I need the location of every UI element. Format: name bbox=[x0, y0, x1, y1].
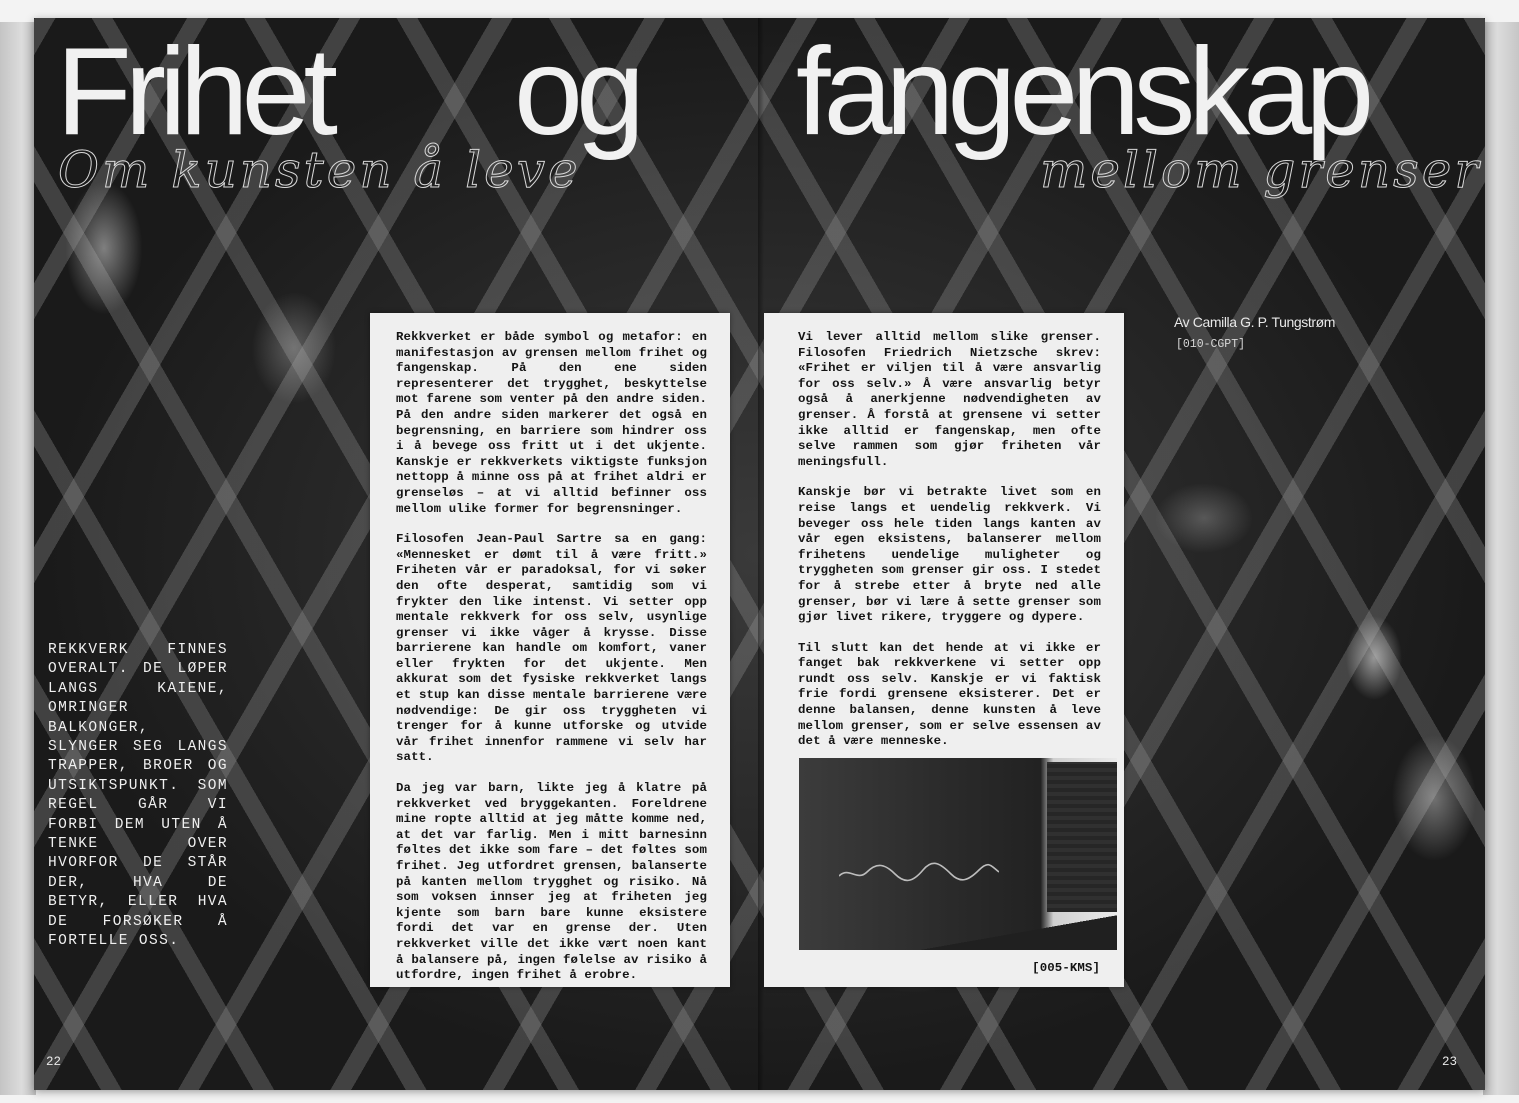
subtitle-part-2: mellom grenser bbox=[1040, 141, 1482, 199]
left-text-panel bbox=[370, 313, 730, 987]
graffiti-scribble bbox=[839, 858, 999, 884]
intro-sidebar-text: REKKVERK FINNES OVERALT. DE LØPER LANGS KAIENE, OMRINGER BALKONGER, SLYNGER SEG LANGS TRAPPER, BROER OG UTSIKTSPUNKT. SOM REGEL GÅR VI FORBI DEM UTEN Å TENKE OVER HVORFOR DE STÅR DER, HVA DE BETYR, ELLER HVA DE FORSØKER Å FORTELLE OSS. bbox=[48, 642, 228, 950]
body-paragraph: Kanskje bør vi betrakte livet som en reise langs et uendelig rekkverk. Vi beveger oss hele tiden langs kanten av vår egen eksistens, balanserer mellom frihetens uendelige muligheter og tryggheten som grenser gir oss. I stedet for å strebe etter å bryte ned alle grenser, bør vi lære å sette grenser som gjør livet rikere, tryggere og dypere. bbox=[798, 485, 1101, 625]
photo-caption: [005-KMS] bbox=[1032, 961, 1100, 975]
body-paragraph: Da jeg var barn, likte jeg å klatre på rekkverket ved bryggekanten. Foreldrene mine ropte alltid at jeg måtte komme ned, at det var farlig. Men i mitt barnesinn føltes det ikke som fare – det føltes som frihet. Jeg utfordret grensen, balanserte på kanten mellom trygghet og risiko. Nå som voksen innser jeg at friheten jeg kjente som barn bare kunne eksistere fordi det var en grense der. Uten rekkverket ville det ikke vært noen kant å balansere på, ingen følelse av risiko å utfordre, ingen frihet å erobre. bbox=[396, 781, 707, 983]
page-number-right: 23 bbox=[1442, 1055, 1458, 1069]
body-paragraph: Vi lever alltid mellom slike grenser. Filosofen Friedrich Nietzsche skrev: «Frihet er viljen til å være ansvarlig for oss selv.» Å være ansvarlig betyr også å anerkjenne nødvendigheten av grenser. Å forstå at grensene vi setter ikke alltid er fangenskap, men ofte selve rammen som gjør friheten vår meningsfull. bbox=[798, 330, 1101, 469]
subtitle-part-1: Om kunsten å leve bbox=[58, 141, 581, 199]
body-paragraph: Til slutt kan det hende at vi ikke er fanget bak rekkverkene vi setter opp rundt oss selv. Kanskje er vi faktisk frie fordi grensene eksisterer. Det er denne balansen, denne kunsten å leve mellom grenser, som er selve essensen av det å være menneske. bbox=[798, 640, 1101, 749]
magazine-spread bbox=[34, 18, 1485, 1090]
wall-photo bbox=[799, 758, 1117, 950]
title-word-og: og bbox=[514, 23, 638, 161]
body-paragraph: Filosofen Jean-Paul Sartre sa en gang: «Mennesket er dømt til å være fritt.» Friheten vår er paradoksal, for vi søker den ofte desperat, samtidig som vi frykter den like intenst. Vi setter opp mentale rekkverk for oss selv, usynlige grenser vi ikke våger å krysse. Disse barrierene kan handle om komfort, vaner eller frykten for det ukjente. Men akkurat som det fysiske rekkverket langs et stup kan disse mentale barrierene være nødvendige: De gir oss tryggheten vi trenger for å kunne utforske og utvide vår frihet innenfor rammene vi selv har satt. bbox=[396, 532, 707, 765]
author-byline: Av Camilla G. P. Tungstrøm bbox=[1174, 314, 1336, 330]
right-text-panel bbox=[764, 313, 1124, 987]
page-number-left: 22 bbox=[46, 1055, 62, 1069]
page-edges-right bbox=[1483, 22, 1519, 1095]
page-edges-left bbox=[0, 22, 36, 1095]
photo-wall-detail bbox=[1047, 762, 1117, 912]
body-paragraph: Rekkverket er både symbol og metafor: en manifestasjon av grensen mellom frihet og fangenskap. På den ene siden representerer det trygghet, beskyttelse mot farene som venter på den andre siden. På den andre siden markerer det også en begrensning, en barriere som hindrer oss i å bevege oss fritt ut i det ukjente. Kanskje er rekkverkets viktigste funksjon nettopp å minne oss på at frihet aldri er grenseløs – at vi alltid befinner oss mellom ulike former for begrensninger. bbox=[396, 330, 707, 516]
title-word-frihet: Frihet bbox=[56, 23, 331, 161]
image-code: [010-CGPT] bbox=[1176, 338, 1246, 351]
title-word-fangenskap: fangenskap bbox=[796, 23, 1368, 161]
